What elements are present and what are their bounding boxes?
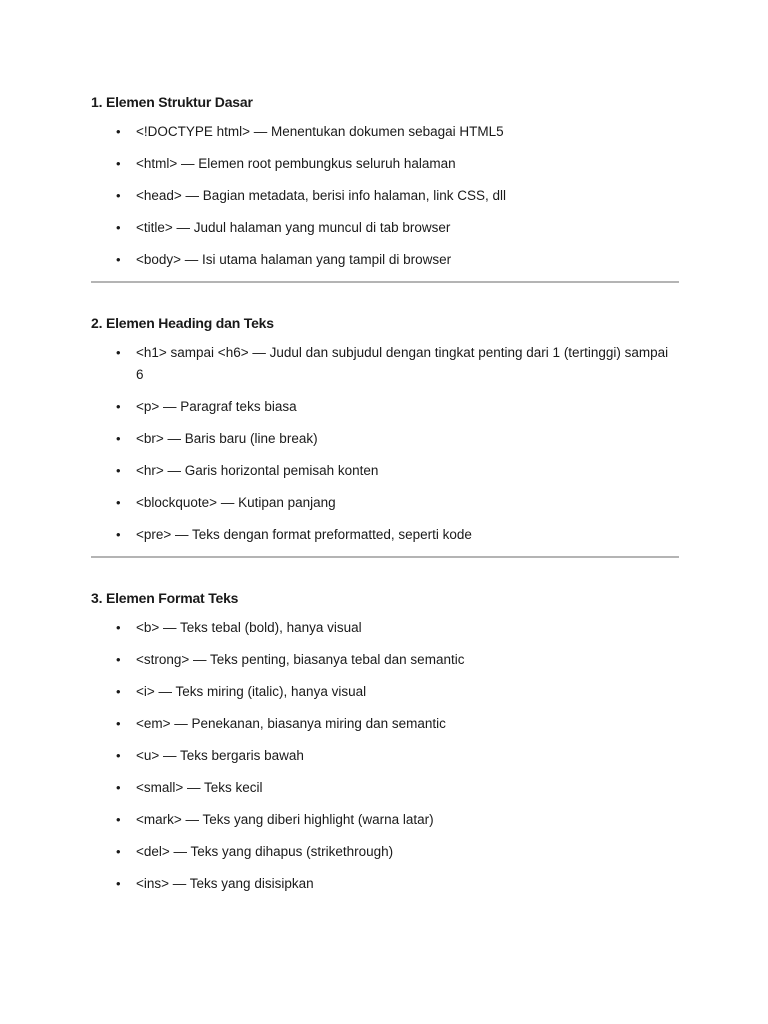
bullet-icon: • — [116, 844, 121, 859]
list-item-text: <blockquote> — Kutipan panjang — [136, 495, 336, 510]
list-item-text: <br> — Baris baru (line break) — [136, 431, 318, 446]
bullet-icon: • — [116, 684, 121, 699]
list-item — [91, 249, 679, 271]
bullet-icon: • — [116, 188, 121, 203]
bullet-icon: • — [116, 431, 121, 446]
section-format-teks — [91, 584, 679, 895]
list-item-text: <mark> — Teks yang diberi highlight (warna latar) — [136, 812, 434, 827]
list-item-text: <!DOCTYPE html> — Menentukan dokumen sebagai HTML5 — [136, 124, 504, 139]
section-heading: 2. Elemen Heading dan Teks — [91, 315, 274, 331]
list-item — [91, 153, 679, 175]
list-item — [91, 524, 679, 546]
list-item-text: <p> — Paragraf teks biasa — [136, 399, 297, 414]
list-item-text: <pre> — Teks dengan format preformatted, seperti kode — [136, 527, 472, 542]
section-heading: 1. Elemen Struktur Dasar — [91, 94, 253, 110]
list-item — [91, 428, 679, 450]
section-struktur-dasar — [91, 88, 679, 271]
bullet-icon: • — [116, 220, 121, 235]
bullet-icon: • — [116, 527, 121, 542]
horizontal-divider — [91, 556, 679, 558]
list-item-text: <strong> — Teks penting, biasanya tebal dan semantic — [136, 652, 465, 667]
list-item — [91, 873, 679, 895]
section-heading-dan-teks — [91, 309, 679, 546]
list-item — [91, 492, 679, 514]
list-item-text: <body> — Isi utama halaman yang tampil di browser — [136, 252, 452, 267]
document-page — [91, 88, 679, 895]
bullet-icon: • — [116, 652, 121, 667]
list-item-text: <head> — Bagian metadata, berisi info halaman, link CSS, dll — [136, 188, 506, 203]
horizontal-divider — [91, 281, 679, 283]
list-item — [91, 121, 679, 143]
list-item-text: <title> — Judul halaman yang muncul di tab browser — [136, 220, 451, 235]
bullet-icon: • — [116, 463, 121, 478]
bullet-icon: • — [116, 252, 121, 267]
bullet-icon: • — [116, 124, 121, 139]
bullet-icon: • — [116, 345, 121, 360]
list-item-text: <ins> — Teks yang disisipkan — [136, 876, 314, 891]
list-item — [91, 460, 679, 482]
list-item — [91, 809, 679, 831]
list-item — [91, 342, 679, 386]
list-item — [91, 681, 679, 703]
list-item-text: <hr> — Garis horizontal pemisah konten — [136, 463, 379, 478]
list-item-text: <small> — Teks kecil — [136, 780, 263, 795]
list-item — [91, 713, 679, 735]
bullet-list — [91, 342, 679, 546]
bullet-list — [91, 121, 679, 271]
list-item — [91, 777, 679, 799]
list-item-text: <u> — Teks bergaris bawah — [136, 748, 304, 763]
list-item — [91, 617, 679, 639]
list-item — [91, 841, 679, 863]
list-item-text: <i> — Teks miring (italic), hanya visual — [136, 684, 367, 699]
list-item — [91, 217, 679, 239]
bullet-icon: • — [116, 876, 121, 891]
list-item — [91, 185, 679, 207]
bullet-icon: • — [116, 748, 121, 763]
list-item-text: <h1> sampai <h6> — Judul dan subjudul dengan tingkat penting dari 1 (tertinggi) sampai 6 — [136, 345, 669, 382]
bullet-icon: • — [116, 399, 121, 414]
list-item — [91, 396, 679, 418]
list-item-text: <html> — Elemen root pembungkus seluruh halaman — [136, 156, 456, 171]
list-item — [91, 649, 679, 671]
list-item-text: <b> — Teks tebal (bold), hanya visual — [136, 620, 362, 635]
list-item — [91, 745, 679, 767]
bullet-list — [91, 617, 679, 895]
bullet-icon: • — [116, 716, 121, 731]
bullet-icon: • — [116, 495, 121, 510]
bullet-icon: • — [116, 812, 121, 827]
bullet-icon: • — [116, 620, 121, 635]
list-item-text: <em> — Penekanan, biasanya miring dan semantic — [136, 716, 446, 731]
section-heading: 3. Elemen Format Teks — [91, 590, 239, 606]
bullet-icon: • — [116, 156, 121, 171]
bullet-icon: • — [116, 780, 121, 795]
list-item-text: <del> — Teks yang dihapus (strikethrough) — [136, 844, 394, 859]
